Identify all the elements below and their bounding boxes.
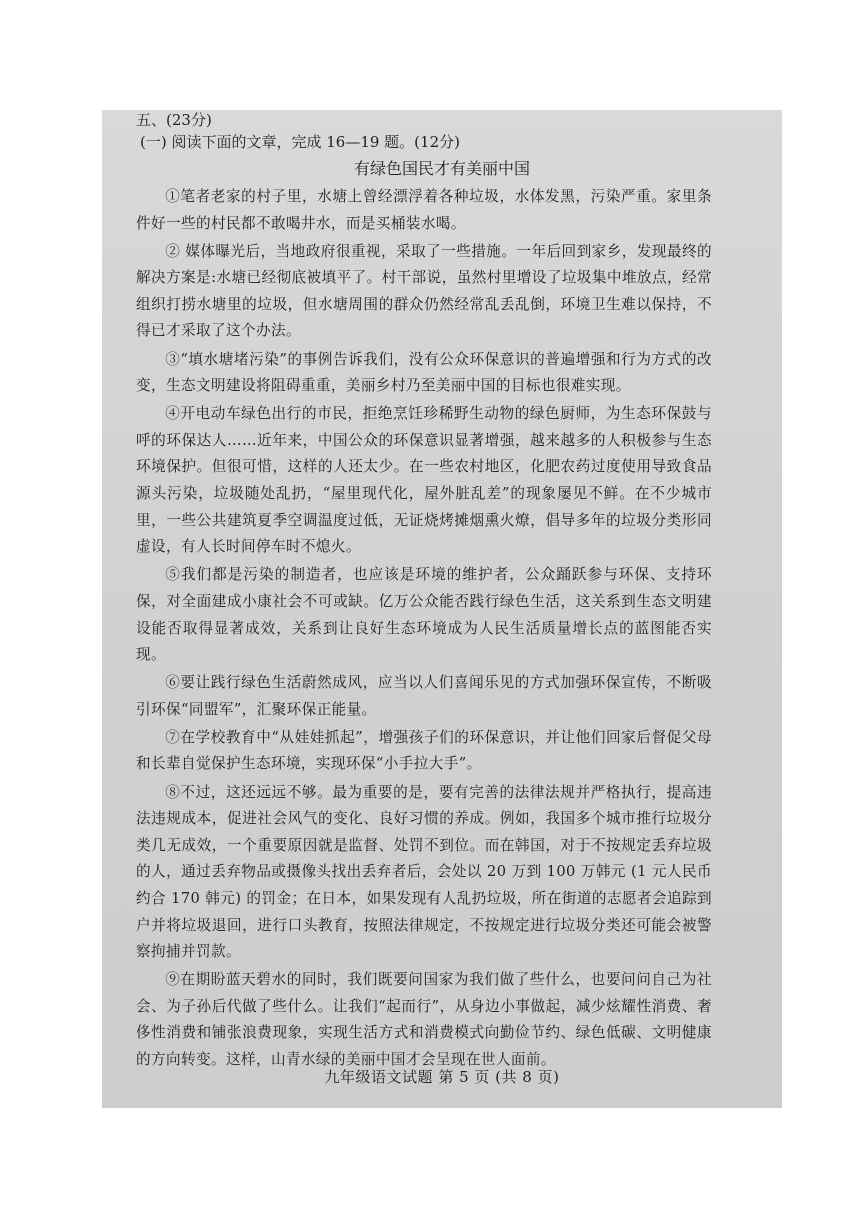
paragraph-7: ⑦在学校教育中“从娃娃抓起”，增强孩子们的环保意识，并让他们回家后督促父母和长辈自觉保护生态环境，实现环保“小手拉大手”。 <box>136 728 712 773</box>
section-heading: 五、(23分) <box>136 111 212 129</box>
paragraph-5: ⑤我们都是污染的制造者，也应该是环境的维护者，公众踊跃参与环保、支持环保，对全面建成小康社会不可或缺。亿万公众能否践行绿色生活，这关系到生态文明建设能否取得显著成效，关系到让良好生态环境成为人民生活质量增长点的蓝图能否实现。 <box>136 566 712 664</box>
paragraph-1: ①笔者老家的村子里，水塘上曾经漂浮着各种垃圾，水体发黑，污染严重。家里条件好一些的村民都不敢喝井水，而是买桶装水喝。 <box>136 188 712 232</box>
paragraph-8: ⑧不过，这还远远不够。最为重要的是，要有完善的法律法规并严格执行，提高违法违规成本，促进社会风气的变化、良好习惯的养成。例如，我国多个城市推行垃圾分类几无成效，一个重要原因就是监督、处罚不到位。而在韩国，对于不按规定丢弃垃圾的人，通过丢弃物品或摄像头找出丢弃者后，会处以 20 万到 100 万韩元 (1 元人民币约合 170 韩元) 的罚金；在日本，如果发现有人乱扔垃圾，所在街道的志愿者会追踪到户并将垃圾退回，进行口头教育，按照法律规定，不按规定进行垃圾分类还可能会被警察拘捕并罚款。 <box>136 783 712 961</box>
paragraph-4: ④开电动车绿色出行的市民，拒绝烹饪珍稀野生动物的绿色厨师，为生态环保鼓与呼的环保达人……近年来，中国公众的环保意识显著增强，越来越多的人积极参与生态环境保护。但很可惜，这样的人还太少。在一些农村地区，化肥农药过度使用导致食品源头污染，垃圾随处乱扔，“屋里现代化，屋外脏乱差”的现象屡见不鲜。在不少城市里，一些公共建筑夏季空调温度过低，无证烧烤摊烟熏火燎，倡导多年的垃圾分类形同虚设，有人长时间停车时不熄火。 <box>136 405 712 556</box>
page-footer: 九年级语文试题 第 5 页 (共 8 页) <box>324 1068 560 1086</box>
article-title: 有绿色国民才有美丽中国 <box>353 159 530 178</box>
question-instruction: (一) 阅读下面的文章，完成 16—19 题。(12分) <box>140 133 460 151</box>
exam-page <box>102 110 782 1108</box>
article-body <box>136 184 712 1075</box>
paragraph-2: ② 媒体曝光后，当地政府很重视，采取了一些措施。一年后回到家乡，发现最终的解决方案是:水塘已经彻底被填平了。村干部说，虽然村里增设了垃圾集中堆放点，经常组织打捞水塘里的垃圾，但水塘周围的群众仍然经常乱丢乱倒，环境卫生难以保持，不得已才采取了这个办法。 <box>136 242 712 340</box>
paragraph-6: ⑥要让践行绿色生活蔚然成风，应当以人们喜闻乐见的方式加强环保宣传，不断吸引环保“同盟军”，汇聚环保正能量。 <box>136 674 712 718</box>
paragraph-9: ⑨在期盼蓝天碧水的同时，我们既要问国家为我们做了些什么，也要问问自己为社会、为子孙后代做了些什么。让我们“起而行”，从身边小事做起，减少炫耀性消费、奢侈性消费和铺张浪费现象，实现生活方式和消费模式向勤俭节约、绿色低碳、文明健康的方向转变。这样，山青水绿的美丽中国才会呈现在世人面前。 <box>136 971 712 1068</box>
paragraph-3: ③“填水塘堵污染”的事例告诉我们，没有公众环保意识的普遍增强和行为方式的改变，生态文明建设将阻碍重重，美丽乡村乃至美丽中国的目标也很难实现。 <box>136 350 712 395</box>
